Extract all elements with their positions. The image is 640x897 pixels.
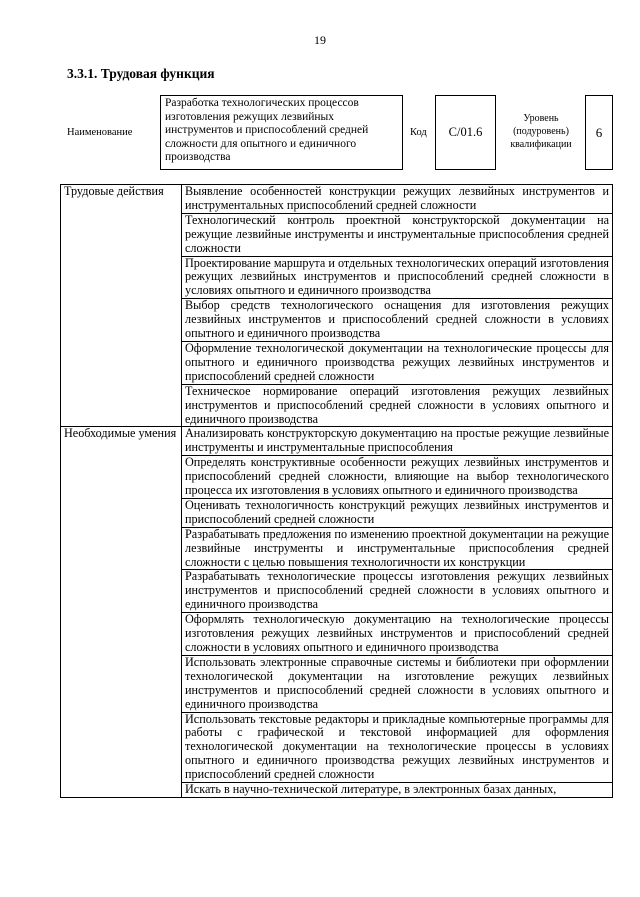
section-item: Оценивать технологичность конструкций режущих лезвийных инструментов и приспособлений средней сложности <box>182 498 613 527</box>
section-item: Оформление технологической документации на технологические процессы для опытного и единичного производства режущих лезвийных инструментов и приспособлений средней сложности <box>182 341 613 384</box>
level-label: Уровень (подуровень) квалификации <box>510 113 572 150</box>
section-item: Оформлять технологическую документацию на технологические процессы изготовления режущих лезвийных инструментов и приспособлений средней сложности в условиях опытного и единичного производства <box>182 613 613 656</box>
section-title: 3.3.1. Трудовая функция <box>67 66 215 81</box>
functions-table-body <box>61 185 613 798</box>
section-item: Проектирование маршрута и отдельных технологических операций изготовления режущих лезвийных инструментов и приспособлений средней сложности в условиях опытного и единичного производства <box>182 256 613 299</box>
section-item: Использовать текстовые редакторы и прикладные компьютерные программы для работы с графической и текстовой информацией для оформления технологической документации на технологические процессы в условиях опытного и единичного производства режущих лезвийных инструментов и приспособлений средней сложности <box>182 712 613 783</box>
section-item: Разрабатывать технологические процессы изготовления режущих лезвийных инструментов и приспособлений средней сложности в условиях опытного и единичного производства <box>182 570 613 613</box>
name-label: Наименование <box>67 127 133 138</box>
section-item: Разрабатывать предложения по изменению проектной документации на режущие лезвийные инструменты и инструментальные приспособления средней сложности с целью повышения технологичности их конструкции <box>182 527 613 570</box>
functions-table <box>60 184 613 798</box>
section-item: Определять конструктивные особенности режущих лезвийных инструментов и приспособлений средней сложности, влияющие на выбор технологического процесса их изготовления в условиях опытного и единичного производства <box>182 456 613 499</box>
section-category: Необходимые умения <box>61 427 182 798</box>
name-value: Разработка технологических процессов изготовления режущих лезвийных инструментов и приспособлений средней сложности для опытного и единичного производства <box>160 95 403 170</box>
table-row <box>61 185 613 214</box>
section-item: Выявление особенностей конструкции режущих лезвийных инструментов и инструментальных приспособлений средней сложности <box>182 185 613 214</box>
level-value: 6 <box>585 95 613 170</box>
section-item: Искать в научно-технической литературе, в электронных базах данных, <box>182 783 613 798</box>
section-item: Технологический контроль проектной конструкторской документации на режущие лезвийные инструменты и инструментальные приспособления средней сложности <box>182 213 613 256</box>
section-category: Трудовые действия <box>61 185 182 427</box>
section-item: Анализировать конструкторскую документацию на простые режущие лезвийные инструменты и инструментальные приспособления <box>182 427 613 456</box>
code-label: Код <box>410 127 427 138</box>
code-value: С/01.6 <box>435 95 496 170</box>
section-item: Техническое нормирование операций изготовления режущих лезвийных инструментов и приспособлений средней сложности в условиях опытного и единичного производства <box>182 384 613 427</box>
page-number: 19 <box>314 33 326 47</box>
table-row <box>61 427 613 456</box>
section-item: Выбор средств технологического оснащения для изготовления режущих лезвийных инструментов и приспособлений средней сложности в условиях опытного и единичного производства <box>182 299 613 342</box>
section-item: Использовать электронные справочные системы и библиотеки при оформлении технологической документации на изготовление режущих лезвийных инструментов и приспособлений средней сложности в условиях опытного и единичного производства <box>182 655 613 712</box>
